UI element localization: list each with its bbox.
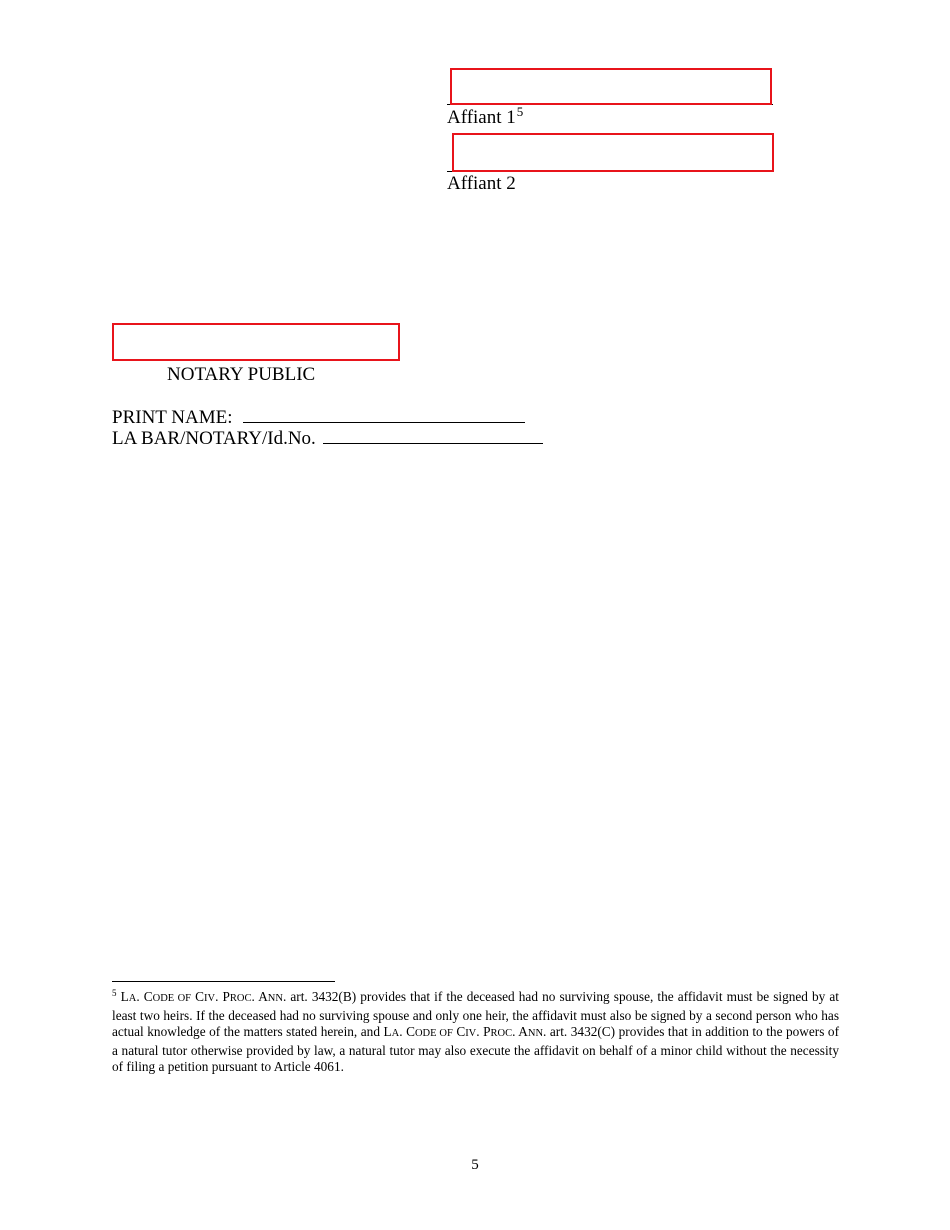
affiant2-signature-field[interactable] (452, 133, 774, 172)
footnote-citation-1: LA. CODE OF CIV. PROC. ANN. art. 3432(B) (120, 989, 357, 1004)
bar-id-label: LA BAR/NOTARY/Id.No. (112, 428, 316, 449)
footnote-5 (112, 989, 839, 1076)
bar-id-row (112, 425, 543, 450)
affiant1-signature-field[interactable] (450, 68, 772, 105)
print-name-label: PRINT NAME: (112, 407, 233, 428)
notary-public-title: NOTARY PUBLIC (167, 364, 316, 385)
footnote-text-1: provides that if the deceased had no surviving spouse, the affidavit must be signed by at least two heirs. If the deceased had no surviving spouse and only one heir, the affidavit must also be signed by a second person who has actual knowledge of the matters stated herein, and (112, 989, 839, 1040)
footnote-text-2: provides that in addition to the powers of a natural tutor otherwise provided by law, a natural tutor may also execute the affidavit on behalf of a minor child without the necessity of filing a petition pursuant to Article 4061. (112, 1024, 840, 1075)
affiant1-label (447, 104, 524, 130)
affiant1-label-text: Affiant 1 (447, 107, 516, 128)
footnote-number: 5 (112, 988, 117, 998)
affiant2-label: Affiant 2 (447, 173, 516, 194)
notary-signature-field[interactable] (112, 323, 400, 361)
affiant1-footnote-ref: 5 (516, 104, 524, 119)
print-name-blank[interactable] (243, 404, 525, 423)
footnote-citation-2: LA. CODE OF CIV. PROC. ANN. art. 3432(C) (383, 1024, 616, 1040)
page-number: 5 (471, 1157, 479, 1173)
footnote-separator (112, 981, 335, 982)
bar-id-blank[interactable] (323, 425, 543, 444)
